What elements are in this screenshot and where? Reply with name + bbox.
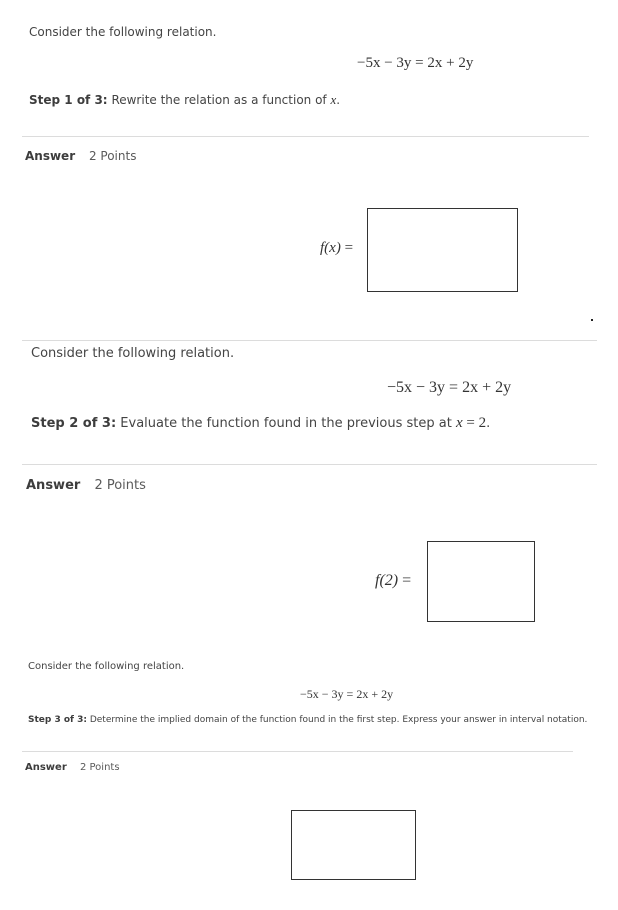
step-label: Step 2 of 3: bbox=[31, 416, 117, 431]
problem-1-equation bbox=[357, 55, 473, 72]
equation-equals: = bbox=[449, 379, 459, 396]
problem-3-step bbox=[28, 715, 587, 725]
problem-2-intro: Consider the following relation. bbox=[31, 346, 235, 361]
equation-lhs: −5x − 3y bbox=[387, 379, 446, 396]
points-label: 2 Points bbox=[79, 762, 120, 773]
step-label: Step 3 of 3: bbox=[28, 715, 87, 725]
points-label: 2 Points bbox=[88, 149, 137, 163]
problem-1-intro: Consider the following relation. bbox=[29, 25, 217, 39]
step-period: . bbox=[486, 416, 491, 431]
step-variable: x bbox=[330, 92, 337, 107]
equation-lhs: −5x − 3y bbox=[357, 55, 412, 71]
answer-label: Answer bbox=[26, 478, 81, 493]
answer-label: Answer bbox=[25, 762, 67, 773]
problem-3-divider bbox=[22, 751, 573, 752]
equation-rhs: 2x + 2y bbox=[462, 379, 512, 396]
function-notation: f(x) bbox=[320, 240, 341, 256]
equation-equals: = bbox=[415, 55, 424, 71]
stray-dot bbox=[591, 319, 593, 321]
step-equals: = bbox=[466, 415, 475, 431]
problem-2-answer-header bbox=[26, 478, 146, 493]
problem-1-answer-prompt bbox=[320, 240, 353, 257]
step-text: Determine the implied domain of the function found in the first step. Express your answer in interval notation. bbox=[89, 715, 588, 725]
problem-3-answer-header bbox=[25, 762, 120, 773]
problem-2-answer-input[interactable] bbox=[427, 541, 535, 622]
step-label: Step 1 of 3: bbox=[29, 93, 108, 107]
step-value: 2 bbox=[478, 415, 487, 431]
step-text: Evaluate the function found in the previous step at bbox=[120, 416, 452, 431]
problem-2-step bbox=[31, 415, 490, 432]
problem-1-answer-input[interactable] bbox=[367, 208, 518, 292]
equation-lhs: −5x − 3y bbox=[300, 687, 344, 701]
problem-3-intro: Consider the following relation. bbox=[28, 661, 185, 672]
step-period: . bbox=[336, 93, 341, 107]
problem-2-top-divider bbox=[22, 340, 597, 341]
step-text: Rewrite the relation as a function of bbox=[111, 93, 327, 107]
problem-3-equation bbox=[300, 687, 393, 702]
step-variable: x bbox=[455, 415, 463, 431]
problem-1-step bbox=[29, 92, 340, 108]
problem-2-answer-prompt bbox=[375, 572, 411, 590]
function-notation: f(2) bbox=[375, 572, 399, 589]
problem-3-answer-input[interactable] bbox=[291, 810, 416, 880]
problem-2-equation bbox=[387, 379, 511, 397]
prompt-equals: = bbox=[344, 240, 354, 256]
equation-equals: = bbox=[346, 687, 354, 701]
points-label: 2 Points bbox=[94, 478, 146, 493]
prompt-equals: = bbox=[402, 572, 412, 589]
problem-1-divider bbox=[22, 136, 589, 137]
answer-label: Answer bbox=[25, 149, 76, 163]
equation-rhs: 2x + 2y bbox=[427, 55, 474, 71]
problem-2-divider bbox=[22, 464, 597, 465]
equation-rhs: 2x + 2y bbox=[356, 687, 394, 701]
problem-1-answer-header bbox=[25, 149, 136, 163]
